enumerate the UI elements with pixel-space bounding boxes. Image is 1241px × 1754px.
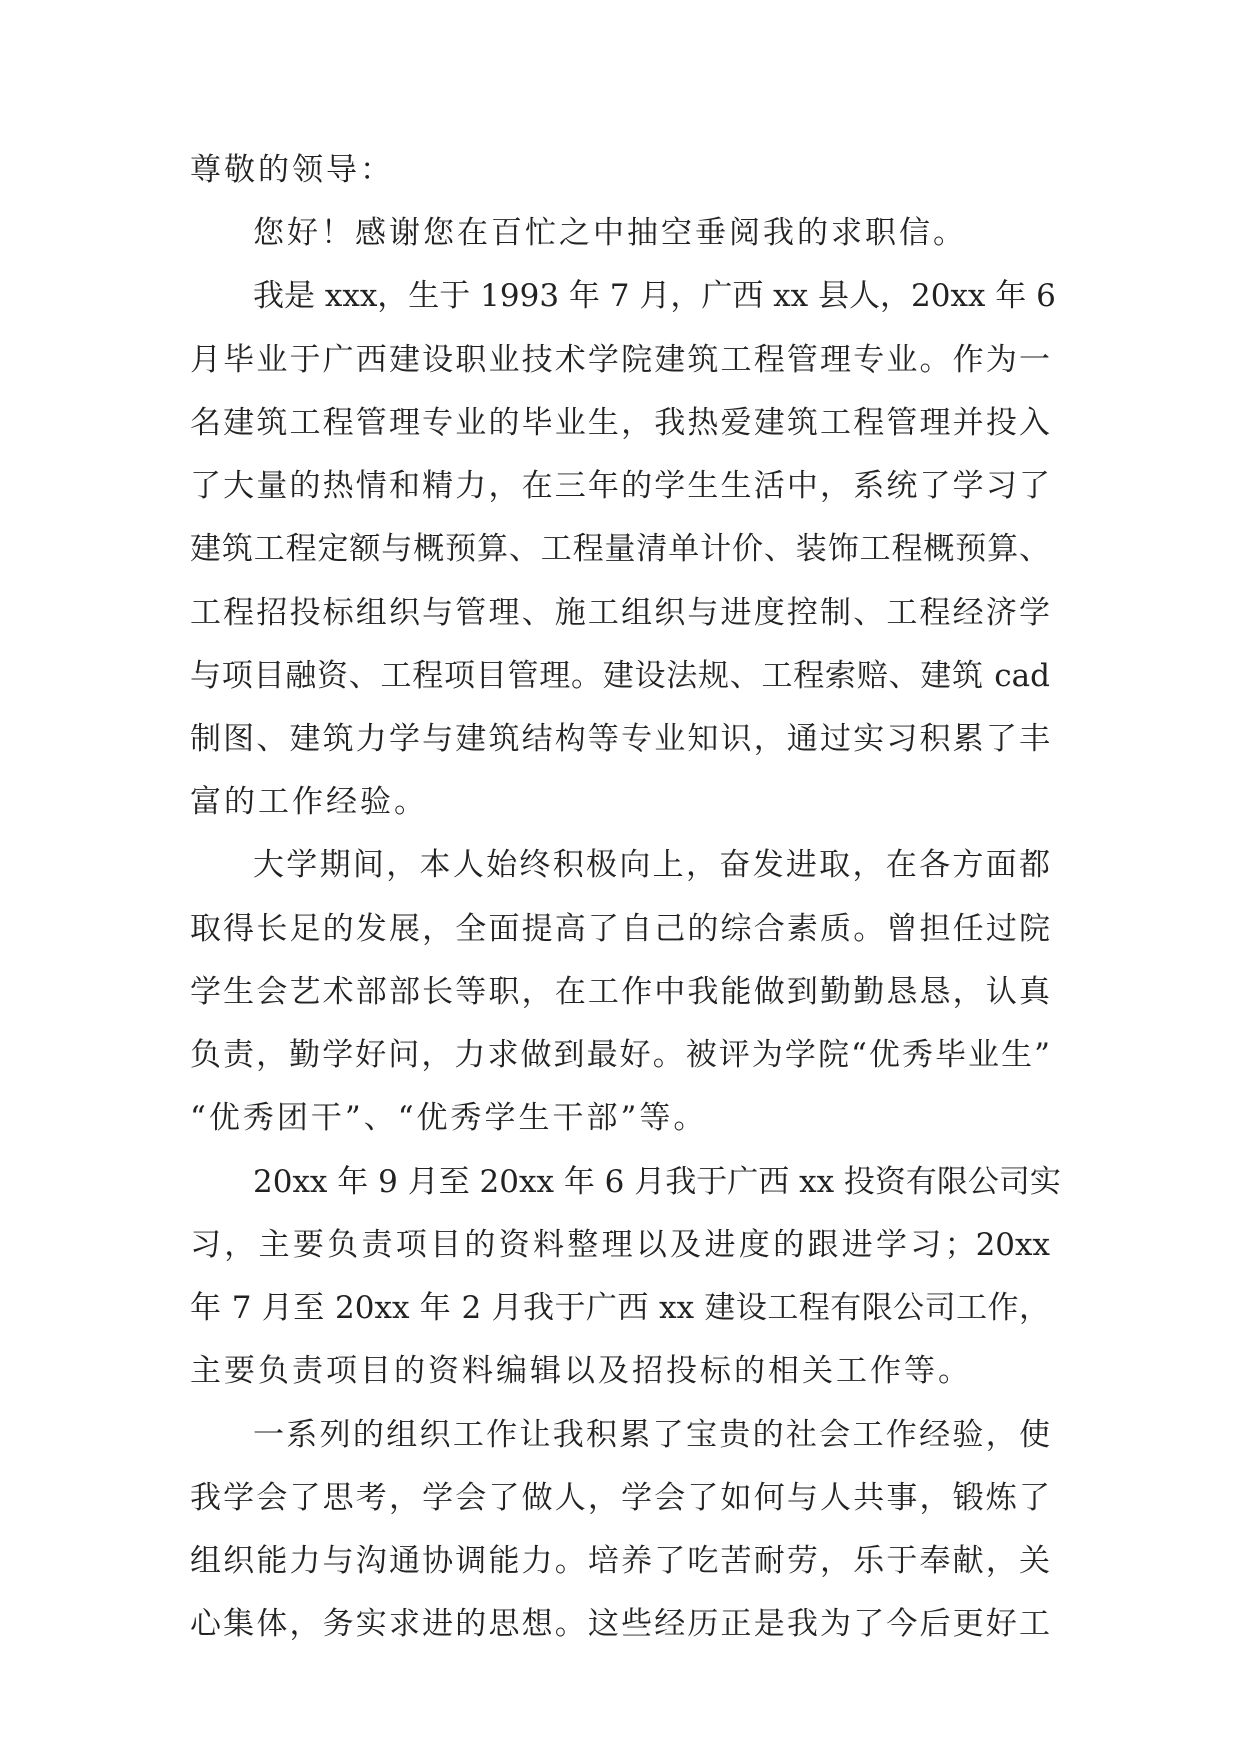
- text-line: 负责，勤学好问，力求做到最好。被评为学院“优秀毕业生”: [190, 1037, 1050, 1073]
- text-line: 学生会艺术部部长等职，在工作中我能做到勤勤恳恳，认真: [190, 974, 1050, 1010]
- text-line: 名建筑工程管理专业的毕业生，我热爱建筑工程管理并投入: [190, 405, 1050, 441]
- text-line: 心集体，务实求进的思想。这些经历正是我为了今后更好工: [190, 1606, 1050, 1642]
- text-line: 与项目融资、工程项目管理。建设法规、工程索赔、建筑 cad: [190, 658, 1050, 694]
- text-line: 20xx 年 9 月至 20xx 年 6 月我于广西 xx 投资有限公司实: [253, 1164, 1061, 1200]
- text-line: 我是 xxx，生于 1993 年 7 月，广西 xx 县人，20xx 年 6: [253, 278, 1056, 314]
- text-line: 组织能力与沟通协调能力。培养了吃苦耐劳，乐于奉献，关: [190, 1543, 1050, 1579]
- text-line: 习，主要负责项目的资料整理以及进度的跟进学习；20xx: [190, 1227, 1050, 1263]
- text-line: 月毕业于广西建设职业技术学院建筑工程管理专业。作为一: [190, 342, 1050, 378]
- text-line: 我学会了思考，学会了做人，学会了如何与人共事，锻炼了: [190, 1480, 1050, 1516]
- text-line: 工程招投标组织与管理、施工组织与进度控制、工程经济学: [190, 595, 1050, 631]
- text-line: 取得长足的发展，全面提高了自己的综合素质。曾担任过院: [190, 911, 1050, 947]
- text-line: 建筑工程定额与概预算、工程量清单计价、装饰工程概预算、: [190, 531, 1050, 567]
- text-line: 了大量的热情和精力，在三年的学生生活中，系统了学习了: [190, 468, 1050, 504]
- text-line: 主要负责项目的资料编辑以及招投标的相关工作等。: [190, 1353, 972, 1389]
- text-line: “优秀团干”、“优秀学生干部”等。: [190, 1100, 708, 1136]
- salutation: 尊敬的领导：: [190, 152, 394, 188]
- text-line: 富的工作经验。: [190, 784, 428, 820]
- text-line: 一系列的组织工作让我积累了宝贵的社会工作经验，使: [253, 1417, 1050, 1453]
- text-line: 您好！感谢您在百忙之中抽空垂阅我的求职信。: [253, 215, 967, 251]
- text-line: 年 7 月至 20xx 年 2 月我于广西 xx 建设工程有限公司工作，: [190, 1290, 1050, 1326]
- text-line: 大学期间，本人始终积极向上，奋发进取，在各方面都: [253, 847, 1050, 883]
- text-line: 制图、建筑力学与建筑结构等专业知识，通过实习积累了丰: [190, 721, 1050, 757]
